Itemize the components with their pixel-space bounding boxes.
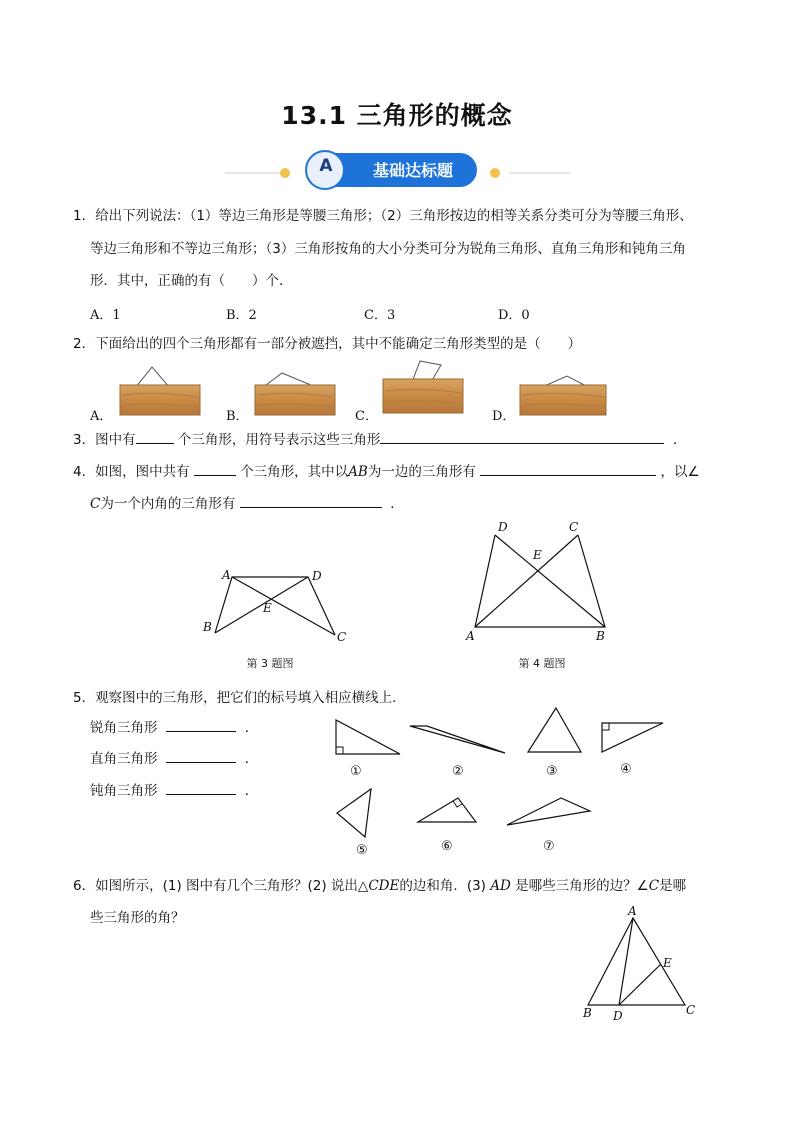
- q4-line1: [73, 457, 700, 487]
- fig4-caption: 第 4 题图: [518, 657, 566, 670]
- section-letter: A: [319, 156, 333, 176]
- fig4-label-a: A: [466, 629, 475, 643]
- q4-seg: AB: [348, 464, 368, 480]
- q2-text: 2．下面给出的四个三角形都有一部分被遮挡，其中不能确定三角形类型的是（ ）: [73, 336, 582, 352]
- q3-end: ．: [672, 432, 687, 448]
- q5-label-acute: 锐角三角形: [90, 720, 158, 736]
- q5-end-right: ．: [244, 751, 259, 767]
- q3-middle: 个三角形，用符号表示这些三角形: [177, 432, 381, 448]
- triangle-1-number: ①: [350, 764, 362, 779]
- q4-blank-ab[interactable]: [480, 461, 656, 476]
- q4-end2: ．: [390, 496, 404, 512]
- triangle-2-number: ②: [452, 764, 464, 779]
- q6-label-a: A: [628, 904, 637, 918]
- fig4-label-b: B: [596, 629, 605, 643]
- q5-row-acute: [90, 713, 258, 743]
- q6-var-c: C: [648, 878, 660, 894]
- q6-label-c: C: [686, 1003, 696, 1017]
- q4-blank-count[interactable]: [194, 461, 236, 476]
- q4-blank-c[interactable]: [240, 493, 382, 508]
- fig4-label-c: C: [569, 520, 579, 534]
- q5-label-obtuse: 钝角三角形: [90, 783, 158, 799]
- q4-line2-var: C: [90, 496, 101, 512]
- q3-blank-triangles[interactable]: [380, 429, 664, 444]
- q5-triangles: [320, 700, 680, 860]
- fig3-caption: 第 3 题图: [246, 657, 294, 670]
- q5-blank-acute[interactable]: [166, 717, 236, 732]
- q5-end-obtuse: ．: [244, 783, 259, 799]
- q6-line1-c: 是哪些三角形的边？∠: [515, 878, 649, 894]
- section-header: [225, 148, 570, 190]
- triangle-c-figure: [383, 361, 463, 413]
- q6-line1-a: 6．如图所示，(1) 图中有几个三角形？(2) 说出△: [73, 878, 369, 894]
- q1-option-c: C．3: [364, 308, 396, 323]
- triangle-5-number: ⑤: [356, 843, 368, 858]
- q5-label-right: 直角三角形: [90, 751, 158, 767]
- q6-line1: [73, 871, 686, 901]
- q5-end-acute: ．: [244, 720, 259, 736]
- triangle-a-figure: [120, 367, 200, 415]
- q2-option-b: B．: [226, 409, 249, 424]
- q4-line2: [90, 489, 404, 519]
- q2-figures: [0, 355, 794, 420]
- fig3-label-d: D: [312, 569, 322, 583]
- q6-diagram: [575, 900, 705, 1025]
- q3-prefix: 3．图中有: [73, 432, 136, 448]
- fig3-label-a: A: [222, 568, 231, 582]
- q5-blank-right[interactable]: [166, 748, 236, 763]
- q3-line: [73, 425, 686, 455]
- q5-row-right: [90, 744, 258, 774]
- q4-mid1: 个三角形，其中以: [240, 464, 349, 480]
- q3-blank-count[interactable]: [136, 429, 174, 444]
- q6-var-ad: AD: [490, 878, 511, 894]
- fig3-label-b: B: [203, 620, 212, 634]
- q1-line3: 形．其中，正确的有（ ）个．: [90, 273, 293, 289]
- q6-line1-b: 的边和角．(3): [399, 878, 486, 894]
- q1-line2: 等边三角形和不等边三角形；（3）三角形按角的大小分类可分为锐角三角形、直角三角形和钝角三角: [90, 241, 686, 257]
- q6-label-d: D: [613, 1009, 623, 1023]
- fig3-label-c: C: [337, 630, 347, 644]
- fig4-diagram: [455, 515, 625, 650]
- q4-mid2: 为一边的三角形有: [367, 464, 476, 480]
- q6-label-e: E: [663, 956, 672, 970]
- q2-option-c: C．: [355, 409, 378, 424]
- fig4-label-e: E: [533, 548, 542, 562]
- triangle-d-figure: [520, 376, 606, 415]
- q4-line2-text: 为一个内角的三角形有: [100, 496, 236, 512]
- triangle-3-number: ③: [546, 764, 558, 779]
- q2-option-d: D．: [492, 409, 516, 424]
- q6-line1-d: 是哪: [659, 878, 687, 894]
- q1-option-d: D．0: [498, 308, 530, 323]
- page-title: 13.1 三角形的概念: [281, 101, 513, 130]
- triangle-6-number: ⑥: [441, 839, 453, 854]
- q1-option-b: B．2: [226, 308, 257, 323]
- q6-line2: 些三角形的角？: [90, 910, 185, 926]
- q6-label-b: B: [583, 1006, 592, 1020]
- q5-blank-obtuse[interactable]: [166, 780, 236, 795]
- fig3-label-e: E: [263, 601, 272, 615]
- triangle-b-figure: [255, 373, 335, 415]
- q4-prefix: 4．如图，图中共有: [73, 464, 190, 480]
- fig4-label-d: D: [498, 520, 508, 534]
- triangle-7-number: ⑦: [543, 839, 555, 854]
- q5-row-obtuse: [90, 776, 258, 806]
- q1-line1: 1．给出下列说法：（1）等边三角形是等腰三角形；（2）三角形按边的相等关系分类可分为等腰三角形、: [73, 208, 693, 224]
- q4-end1: ，以∠: [660, 464, 700, 480]
- q2-option-a: A．: [90, 409, 113, 424]
- fig3-diagram: [195, 565, 365, 650]
- triangle-4-number: ④: [620, 762, 632, 777]
- section-label: 基础达标题: [372, 161, 453, 180]
- q1-option-a: A．1: [90, 308, 121, 323]
- q6-var-cde: CDE: [368, 878, 400, 894]
- q5-text: 5．观察图中的三角形，把它们的标号填入相应横线上．: [73, 690, 406, 706]
